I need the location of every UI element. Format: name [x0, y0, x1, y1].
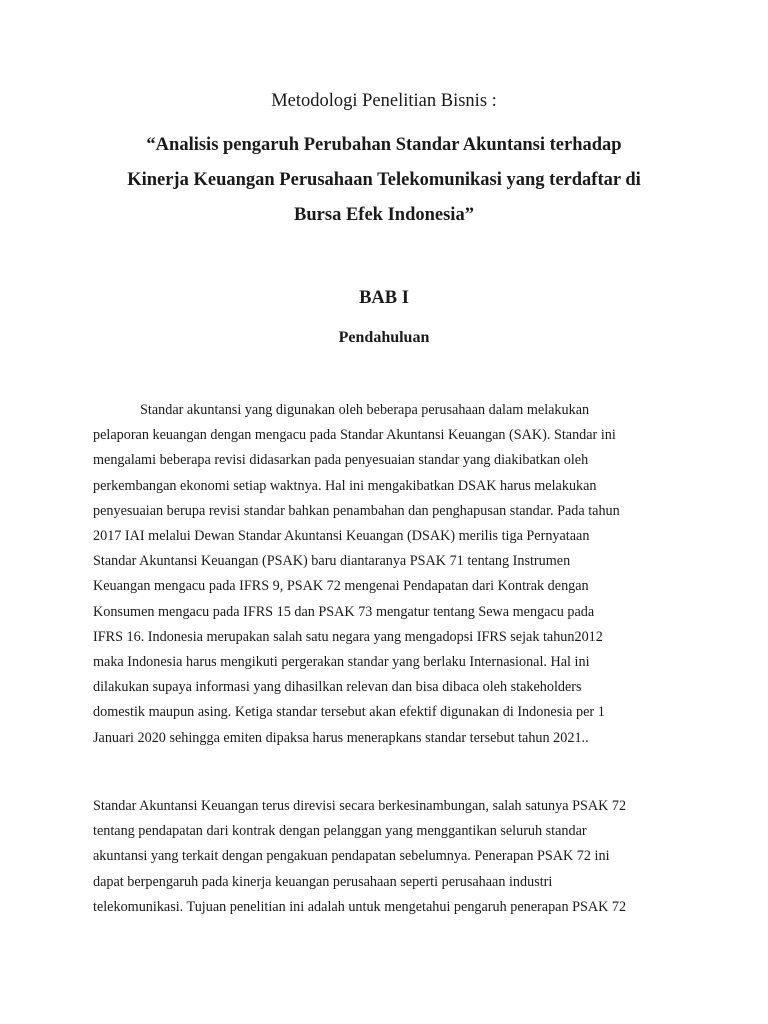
paragraph-line: tentang pendapatan dari kontrak dengan pelanggan yang menggantikan seluruh standar	[93, 823, 587, 840]
paragraph-line: Januari 2020 sehingga emiten dipaksa harus menerapkans standar tersebut tahun 2021..	[93, 729, 589, 746]
chapter-heading: BAB I	[359, 288, 409, 308]
paragraph-line: Standar Akuntansi Keuangan (PSAK) baru diantaranya PSAK 71 tentang Instrumen	[93, 553, 571, 570]
paragraph-line: Konsumen mengacu pada IFRS 15 dan PSAK 73 mengatur tentang Sewa mengacu pada	[93, 603, 595, 620]
paragraph-line: maka Indonesia harus mengikuti pergerakan standar yang berlaku Internasional. Hal ini	[93, 654, 590, 671]
section-heading: Pendahuluan	[338, 329, 430, 346]
paragraph-line: Standar akuntansi yang digunakan oleh beberapa perusahaan dalam melakukan	[140, 402, 590, 418]
paragraph-line: penyesuaian berupa revisi standar bahkan penambahan dan penghapusan standar. Pada tahun	[93, 502, 620, 519]
paragraph-line: telekomunikasi. Tujuan penelitian ini adalah untuk mengetahui pengaruh penerapan PSAK 72	[93, 898, 627, 915]
paper-title-line: “Analisis pengaruh Perubahan Standar Akuntansi terhadap	[146, 135, 622, 155]
body-paragraph-1	[93, 398, 620, 751]
paper-title-line: Kinerja Keuangan Perusahaan Telekomunikasi yang terdaftar di	[127, 170, 641, 190]
paragraph-line: 2017 IAI melalui Dewan Standar Akuntansi Keuangan (DSAK) merilis tiga Pernyataan	[93, 528, 590, 545]
paragraph-line: pelaporan keuangan dengan mengacu pada Standar Akuntansi Keuangan (SAK). Standar ini	[93, 427, 616, 444]
paragraph-line: akuntansi yang terkait dengan pengakuan pendapatan sebelumnya. Penerapan PSAK 72 ini	[93, 848, 610, 865]
paragraph-line: Standar Akuntansi Keuangan terus direvisi secara berkesinambungan, salah satunya PSAK 72	[93, 798, 627, 814]
paragraph-line: Keuangan mengacu pada IFRS 9, PSAK 72 mengenai Pendapatan dari Kontrak dengan	[93, 578, 589, 595]
course-subject: Metodologi Penelitian Bisnis :	[271, 91, 497, 111]
body-paragraph-2	[93, 794, 626, 920]
paper-title-line: Bursa Efek Indonesia”	[294, 205, 474, 225]
paragraph-line: IFRS 16. Indonesia merupakan salah satu negara yang mengadopsi IFRS sejak tahun2012	[93, 628, 603, 645]
paragraph-line: mengalami beberapa revisi didasarkan pada penyesuaian standar yang diakibatkan oleh	[93, 452, 589, 469]
paper-title	[60, 128, 708, 233]
paragraph-line: dapat berpengaruh pada kinerja keuangan perusahaan seperti perusahaan industri	[93, 873, 553, 890]
paragraph-line: domestik maupun asing. Ketiga standar tersebut akan efektif digunakan di Indonesia per 1	[93, 704, 605, 721]
paragraph-line: perkembangan ekonomi setiap waktnya. Hal ini mengakibatkan DSAK harus melakukan	[93, 477, 597, 494]
paragraph-line: dilakukan supaya informasi yang dihasilkan relevan dan bisa dibaca oleh stakeholders	[93, 679, 582, 696]
